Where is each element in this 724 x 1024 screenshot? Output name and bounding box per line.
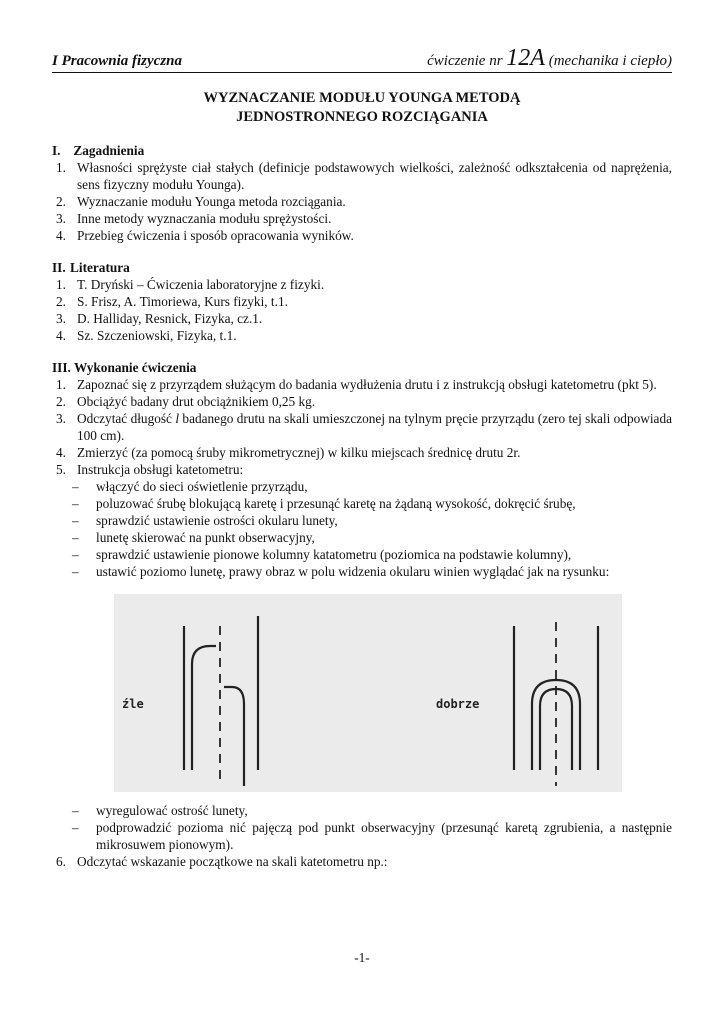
label-good: dobrze: [436, 697, 480, 711]
list-item: [52, 393, 672, 410]
list-item: [52, 461, 672, 478]
katetometer-steps-list-continued: [52, 802, 672, 853]
list-item: [52, 310, 672, 327]
list-item: [52, 444, 672, 461]
section-2-list: [52, 276, 672, 344]
item-text: Sz. Szczeniowski, Fizyka, t.1.: [77, 328, 237, 343]
dash-item-text: podprowadzić pozioma nić pajęczą pod punkt obserwacyjny (przesunąć karetą zgrubienia, a następnie mikrosuwem pionowym).: [96, 820, 672, 852]
page-number: -1-: [354, 950, 370, 965]
dash-item-text: sprawdzić ustawienie pionowe kolumny katatometru (poziomica na podstawie kolumny),: [96, 547, 572, 562]
dash-item-text: sprawdzić ustawienie ostrości okularu lunety,: [96, 513, 338, 528]
section-3-list-continued: [52, 853, 672, 870]
section-1-title: Zagadnienia: [73, 143, 145, 158]
item-number: 2.: [56, 394, 66, 409]
item-text: Obciążyć badany drut obciążnikiem 0,25 kg.: [77, 394, 316, 409]
list-item: [52, 210, 672, 227]
item-text: Instrukcja obsługi katetometru:: [77, 462, 244, 477]
item-number: 5.: [56, 462, 66, 477]
item-number: 4.: [56, 445, 66, 460]
list-item: [52, 410, 672, 444]
item-number: 1.: [56, 277, 66, 292]
dash-item: [52, 478, 672, 495]
item-text: badanego drutu na skali umieszczonej na tylnym pręcie przyrządu (zero tej skali odpowiada 100 cm).: [77, 411, 672, 443]
list-item: [52, 376, 672, 393]
dash-bullet: –: [72, 820, 79, 835]
dash-item: [52, 529, 672, 546]
dash-item: [52, 563, 672, 580]
list-item: [52, 327, 672, 344]
item-text: Przebieg ćwiczenia i sposób opracowania wyników.: [77, 228, 354, 243]
katetometer-steps-list: [52, 478, 672, 580]
item-number: 3.: [56, 411, 66, 426]
section-3-heading: [52, 359, 672, 376]
item-text: T. Dryński – Ćwiczenia laboratoryjne z fizyki.: [77, 277, 325, 292]
item-text: Własności sprężyste ciał stałych (definicje podstawowych wielkości, zależność odkształcenia od naprężenia, sens fizyczny modułu Younga).: [77, 160, 672, 192]
header-exercise-prefix: ćwiczenie nr: [427, 53, 507, 69]
eyepiece-view-figure: [114, 594, 622, 792]
header-lab-name: I Pracownia fizyczna: [52, 53, 183, 69]
section-1-number: I.: [52, 143, 61, 158]
document-title: [52, 89, 672, 127]
item-number: 6.: [56, 854, 66, 869]
item-number: 2.: [56, 194, 66, 209]
item-number: 3.: [56, 211, 66, 226]
dash-bullet: –: [72, 496, 79, 511]
dash-item: [52, 495, 672, 512]
item-text: Zapoznać się z przyrządem służącym do badania wydłużenia drutu i z instrukcją obsługi katetometru (pkt 5).: [77, 377, 657, 392]
section-3-title: Wykonanie ćwiczenia: [73, 360, 197, 375]
list-item: [52, 293, 672, 310]
section-2-heading: [52, 259, 672, 276]
page-header: [52, 46, 672, 73]
section-2-number: II.: [52, 260, 66, 275]
dash-item-text: lunetę skierować na punkt obserwacyjny,: [96, 530, 315, 545]
label-bad: źle: [122, 697, 144, 711]
item-number: 1.: [56, 377, 66, 392]
dash-item: [52, 512, 672, 529]
upper-hook: [192, 646, 216, 770]
dash-item: [52, 546, 672, 563]
dash-item: [52, 819, 672, 853]
section-1-heading: [52, 142, 672, 159]
dash-item-text: wyregulować ostrość lunety,: [96, 803, 248, 818]
lower-hook: [224, 687, 244, 786]
section-1-list: [52, 159, 672, 244]
list-item: [52, 227, 672, 244]
section-3-number: III.: [52, 360, 71, 375]
list-item: [52, 159, 672, 193]
list-item: [52, 276, 672, 293]
title-line-1: WYZNACZANIE MODUŁU YOUNGA METODĄ: [203, 90, 521, 106]
item-number: 3.: [56, 311, 66, 326]
item-text: Zmierzyć (za pomocą śruby mikrometrycznej) w kilku miejscach średnicę drutu 2r.: [77, 445, 521, 460]
item-number: 4.: [56, 228, 66, 243]
item-text: S. Frisz, A. Timoriewa, Kurs fizyki, t.1.: [77, 294, 288, 309]
dash-item-text: włączyć do sieci oświetlenie przyrządu,: [96, 479, 308, 494]
document-page: [52, 45, 672, 965]
item-text: Inne metody wyznaczania modułu sprężystości.: [77, 211, 332, 226]
list-item: [52, 193, 672, 210]
length-variable: l: [175, 411, 180, 426]
item-number: 2.: [56, 294, 66, 309]
item-text: Odczytać wskazanie początkowe na skali katetometru np.:: [77, 854, 388, 869]
item-text: D. Halliday, Resnick, Fizyka, cz.1.: [77, 311, 263, 326]
section-2-title: Literatura: [70, 260, 130, 275]
item-number: 4.: [56, 328, 66, 343]
dash-bullet: –: [72, 803, 79, 818]
dash-item: [52, 802, 672, 819]
dash-bullet: –: [72, 513, 79, 528]
dash-item-text: ustawić poziomo lunetę, prawy obraz w polu widzenia okularu winien wyglądać jak na rysunku:: [96, 564, 610, 579]
dash-bullet: –: [72, 479, 79, 494]
good-alignment-drawing: [514, 622, 598, 786]
eyepiece-diagram: [114, 594, 622, 792]
title-line-2: JEDNOSTRONNEGO ROZCIĄGANIA: [236, 109, 488, 125]
header-exercise-number: 12A: [506, 45, 545, 71]
item-text: Odczytać długość: [77, 411, 176, 426]
item-text: Wyznaczanie modułu Younga metoda rozciągania.: [77, 194, 346, 209]
bad-alignment-drawing: [184, 616, 258, 786]
section-3-list: [52, 376, 672, 478]
dash-bullet: –: [72, 530, 79, 545]
list-item: [52, 853, 672, 870]
dash-bullet: –: [72, 547, 79, 562]
dash-item-text: poluzować śrubę blokującą karetę i przesunąć karetę na żądaną wysokość, dokręcić śrubę,: [96, 496, 576, 511]
header-exercise: [427, 45, 672, 71]
header-exercise-suffix: (mechanika i ciepło): [544, 53, 672, 69]
dash-bullet: –: [72, 564, 79, 579]
item-number: 1.: [56, 160, 66, 175]
